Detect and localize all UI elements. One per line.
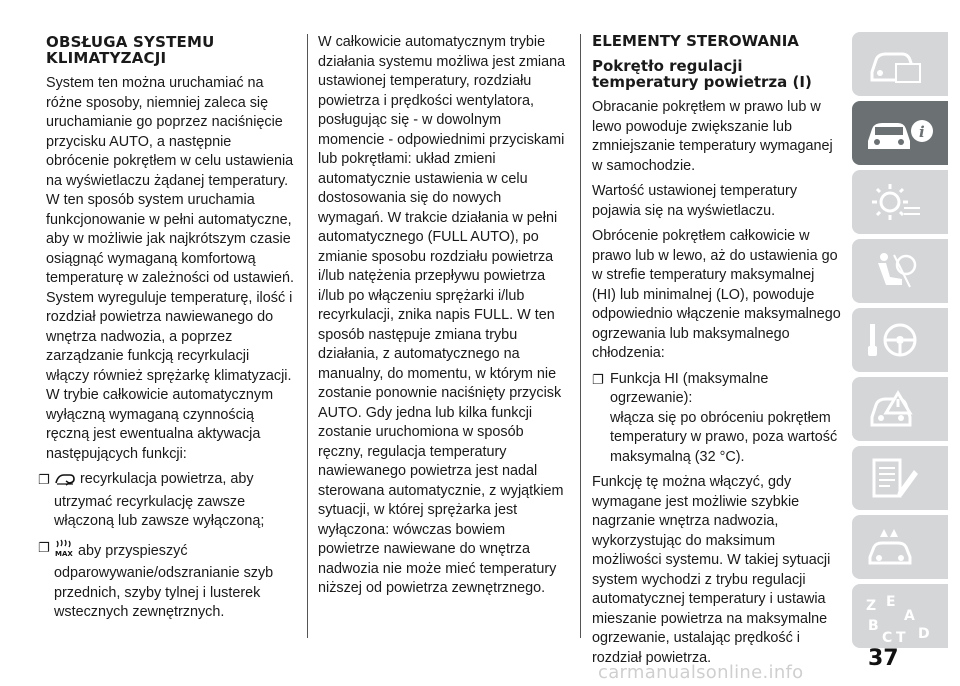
checkbox-bullet-icon: ❐	[592, 371, 604, 387]
page-number: 37	[868, 646, 899, 671]
sidebar-tab-car-info[interactable]	[852, 101, 948, 165]
max-defrost-icon	[54, 538, 74, 565]
body-paragraph: W całkowicie automatycznym trybie działania systemu możliwa jest zmiana ustawionej temperatury, rozdziału powietrza i prędkości wentylatora, posługując się - w dowolnym momencie - odpowiednimi przyciskami lub pokrętłami: układ zmieni automatycznie ustawienia w celu dostosowania się do nowych wymagań. W trakcie działania w pełni automatycznego (FULL AUTO), po zmianie sposobu rozdziału powietrza i/lub natężenia przepływu powietrza i/lub po włączeniu sprężarki i/lub recyrkulacji, znika napis FULL. W ten sposób następuje zmiana trybu działania, z automatycznego na manualny, do momentu, w którym nie zostanie ponownie naciśnięty przycisk AUTO. Gdy jedna lub kilka funkcji zostanie uruchomiona w sposób ręczny, regulacja temperatury nawiewanego powietrza jest nadal sterowana automatycznie, z wyjątkiem sytuacji, w której sprężarka jest wyłączona: wówczas bowiem powietrze nawiewane do wnętrza nadwozia nie może mieć temperatury niższej od powietrza zewnętrznego.	[318, 34, 566, 596]
car-dashboard-icon	[864, 42, 924, 86]
svg-text:Z: Z	[866, 598, 877, 614]
sidebar-tab-driving[interactable]	[852, 308, 948, 372]
recirculation-icon	[54, 472, 76, 493]
list-item	[38, 538, 296, 623]
list-item	[38, 470, 296, 532]
svg-text:MAX: MAX	[55, 549, 73, 558]
svg-text:T: T	[896, 630, 906, 644]
column-right	[592, 34, 842, 674]
tech-specs-icon	[864, 525, 924, 569]
bullet-text: aby przyspieszyć odparowywanie/odszranianie szyb przednich, szyby tylnej i lusterek wstecznych zewnętrznych.	[54, 542, 274, 620]
checkbox-bullet-icon: ❐	[38, 539, 50, 555]
bullet-text: recyrkulacja powietrza, aby utrzymać recyrkulację zawsze włączoną lub zawsze wyłączoną;	[54, 471, 265, 529]
chapter-sidebar	[852, 32, 948, 653]
watermark: carmanualsonline.info	[598, 662, 804, 683]
alphabetical-index-icon	[864, 594, 936, 644]
column-left	[38, 33, 296, 629]
column-middle	[318, 33, 568, 605]
body-paragraph: Obracanie pokrętłem w prawo lub w lewo powoduje zwiększanie lub zmniejszanie temperatury wymaganej w samochodzie.	[592, 99, 833, 174]
svg-text:i: i	[919, 123, 925, 141]
checkbox-bullet-icon: ❐	[38, 472, 50, 487]
body-paragraph: Funkcję tę można włączyć, gdy wymagane jest możliwie szybkie nagrzanie wnętrza nadwozia, wykorzystując do maksimum możliwości systemu. W takiej sytuacji system wychodzi z trybu regulacji automatycznej temperatury i ustawia mieszanie powietrza na maksymalne ogrzewanie, ustalając prędkość i rozdział powietrza.	[592, 474, 831, 666]
section-title: OBSŁUGA SYSTEMU KLIMATYZACJI	[46, 33, 215, 67]
column-divider	[307, 34, 308, 638]
sidebar-tab-safety[interactable]	[852, 239, 948, 303]
subsection-title: Pokrętło regulacji temperatury powietrza (I)	[592, 57, 812, 91]
svg-text:B: B	[868, 618, 879, 634]
lights-icon	[864, 180, 924, 224]
sidebar-tab-specs[interactable]	[852, 515, 948, 579]
sidebar-tab-index[interactable]	[852, 584, 948, 648]
svg-text:E: E	[886, 594, 896, 610]
car-info-icon	[864, 111, 934, 155]
sidebar-tab-maintenance[interactable]	[852, 446, 948, 510]
intro-paragraph: System ten można uruchamiać na różne sposoby, niemniej zaleca się uruchamianie go poprzez naciśnięcie przycisku AUTO, a następnie obrócenie pokrętłem w celu ustawienia na wyświetlaczu żądanej temperatury. W ten sposób system uruchamia funkcjonowanie w pełni automatyczne, aby w możliwie jak najkrótszym czasie osiągnąć wymaganą komfortową temperaturę w zależności od ustawień. System wyreguluje temperaturę, ilość i rozdział powietrza nawiewanego do wnętrza nadwozia, a poprzez zarządzanie funkcją recyrkulacji włączy również sprężarkę klimatyzacji. W trybie całkowicie automatycznym wyłączną wymaganą czynnością ręczną jest ewentualna aktywacja następujących funkcji:	[46, 75, 294, 462]
section-title: ELEMENTY STEROWANIA	[592, 32, 799, 50]
list-item	[592, 370, 842, 468]
svg-text:C: C	[882, 630, 893, 644]
airbag-seat-icon	[864, 249, 924, 293]
sidebar-tab-emergency[interactable]	[852, 377, 948, 441]
sidebar-tab-lights[interactable]	[852, 170, 948, 234]
bullet-text: włącza się po obróceniu pokrętłem temperatury w prawo, poza wartość maksymalną (32 °C).	[610, 409, 838, 465]
svg-text:A: A	[904, 608, 915, 624]
car-hazard-icon	[864, 387, 924, 431]
maintenance-sheet-icon	[864, 456, 924, 500]
steering-key-icon	[864, 318, 924, 362]
body-paragraph: Obrócenie pokrętłem całkowicie w prawo lub w lewo, aż do ustawienia go w strefie temperatury maksymalnej (HI) lub minimalnej (LO), powoduje odpowiednio włączenie maksymalnego ogrzewania lub maksymalnego chłodzenia:	[592, 228, 841, 361]
svg-text:D: D	[918, 626, 930, 642]
body-paragraph: Wartość ustawionej temperatury pojawia się na wyświetlaczu.	[592, 183, 798, 219]
sidebar-tab-dashboard[interactable]	[852, 32, 948, 96]
column-divider	[580, 34, 581, 638]
bullet-text: Funkcja HI (maksymalne ogrzewanie):	[610, 370, 769, 406]
